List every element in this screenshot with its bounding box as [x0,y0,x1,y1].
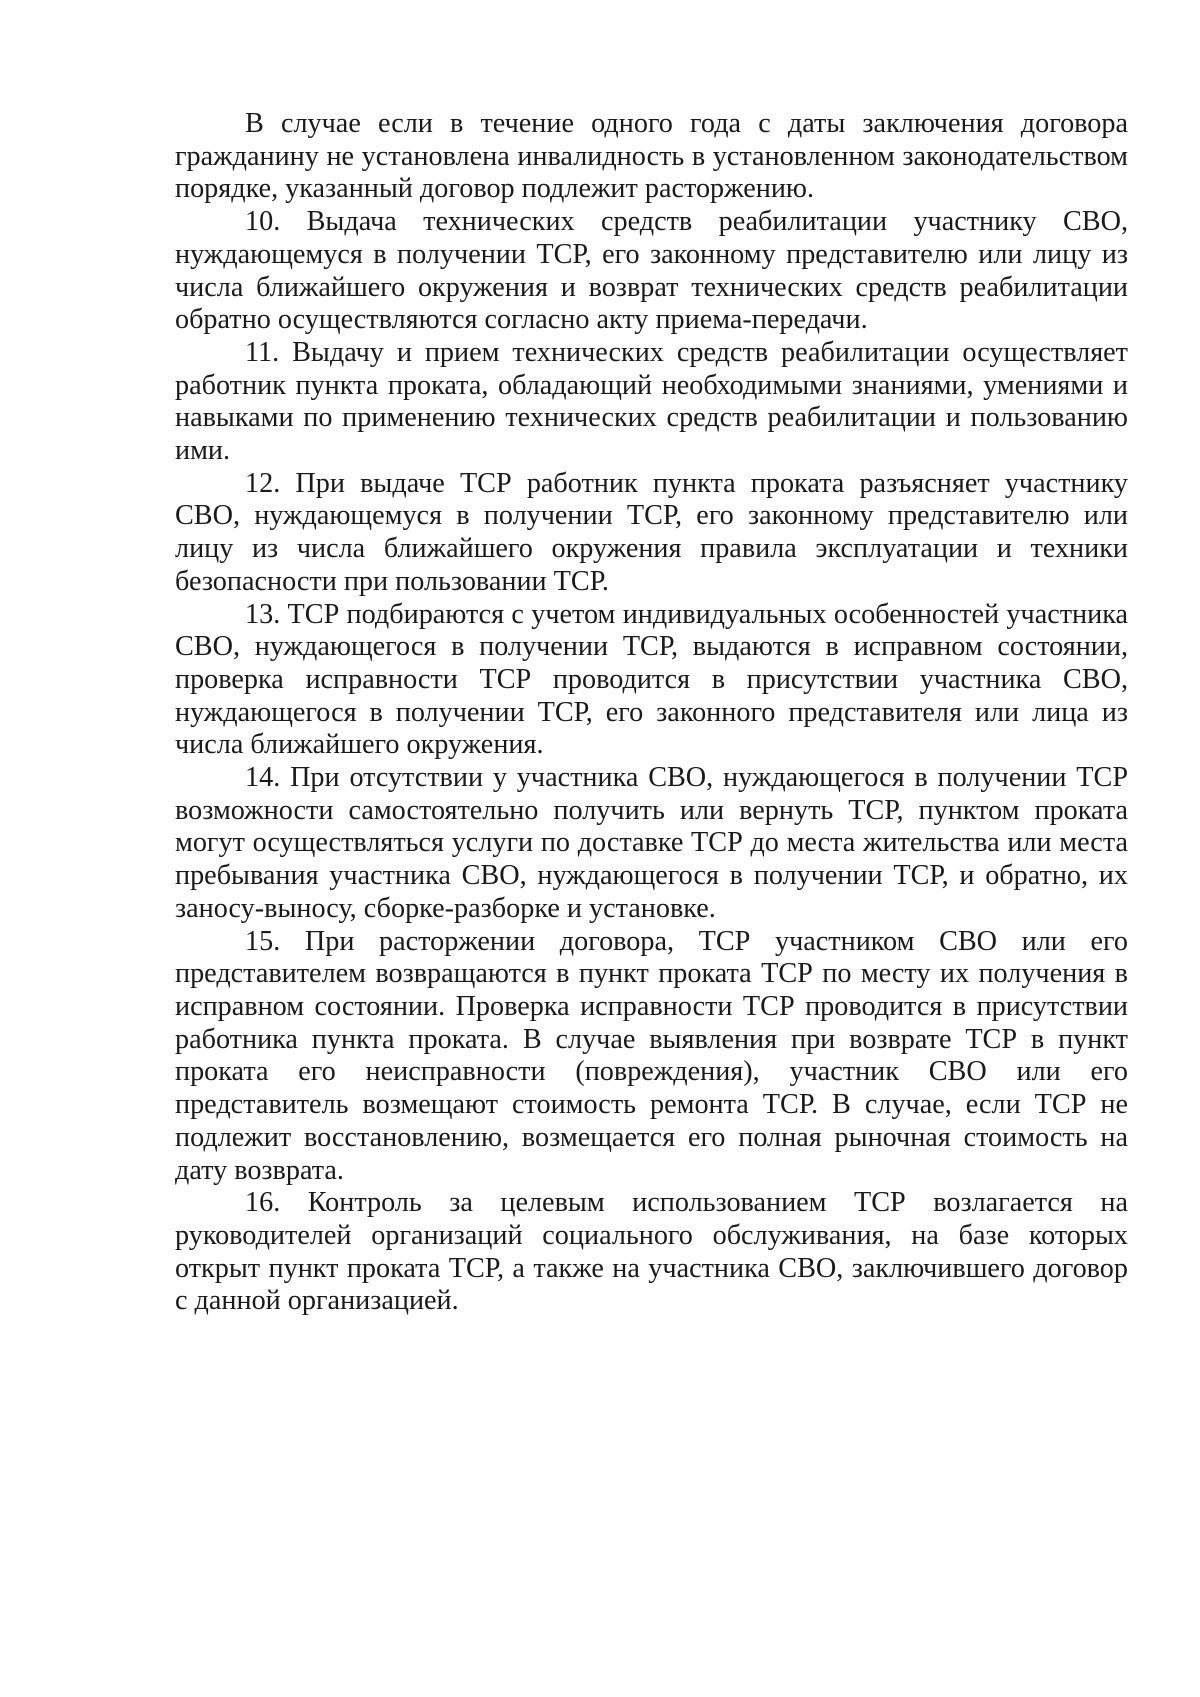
paragraph-16: 16. Контроль за целевым использованием ТСР возлагается на руководителей организаций социального обслуживания, на базе которых открыт пункт проката ТСР, а также на участника СВО, заключившего договор с данной организацией. [175,1187,1128,1317]
paragraph-10: 10. Выдача технических средств реабилитации участнику СВО, нуждающемуся в получении ТСР, его законному представителю или лицу из числа ближайшего окружения и возврат технических средств реабилитации обратно осуществляются согласно акту приема-передачи. [175,206,1128,336]
paragraph-intro: В случае если в течение одного года с даты заключения договора гражданину не установлена инвалидность в установленном законодательством порядке, указанный договор подлежит расторжению. [175,108,1128,205]
paragraph-12: 12. При выдаче ТСР работник пункта проката разъясняет участнику СВО, нуждающемуся в получении ТСР, его законному представителю или лицу из числа ближайшего окружения правила эксплуатации и техники безопасности при пользовании ТСР. [175,467,1128,597]
paragraph-11: 11. Выдачу и прием технических средств реабилитации осуществляет работник пункта проката, обладающий необходимыми знаниями, умениями и навыками по применению технических средств реабилитации и пользованию ими. [175,336,1128,467]
paragraph-13: 13. ТСР подбираются с учетом индивидуальных особенностей участника СВО, нуждающегося в получении ТСР, выдаются в исправном состоянии, проверка исправности ТСР проводится в присутствии участника СВО, нуждающегося в получении ТСР, его законного представителя или лица из числа ближайшего окружения. [175,598,1128,761]
paragraph-15: 15. При расторжении договора, ТСР участником СВО или его представителем возвращаются в пункт проката ТСР по месту их получения в исправном состоянии. Проверка исправности ТСР проводится в присутствии работника пункта проката. В случае выявления при возврате ТСР в пункт проката его неисправности (повреждения), участник СВО или его представитель возмещают стоимость ремонта ТСР. В случае, если ТСР не подлежит восстановлению, возмещается его полная рыночная стоимость на дату возврата. [175,925,1128,1186]
document-page [175,108,1128,1318]
paragraph-14: 14. При отсутствии у участника СВО, нуждающегося в получении ТСР возможности самостоятельно получить или вернуть ТСР, пунктом проката могут осуществляться услуги по доставке ТСР до места жительства или места пребывания участника СВО, нуждающегося в получении ТСР, и обратно, их заносу-выносу, сборке-разборке и установке. [175,762,1128,924]
